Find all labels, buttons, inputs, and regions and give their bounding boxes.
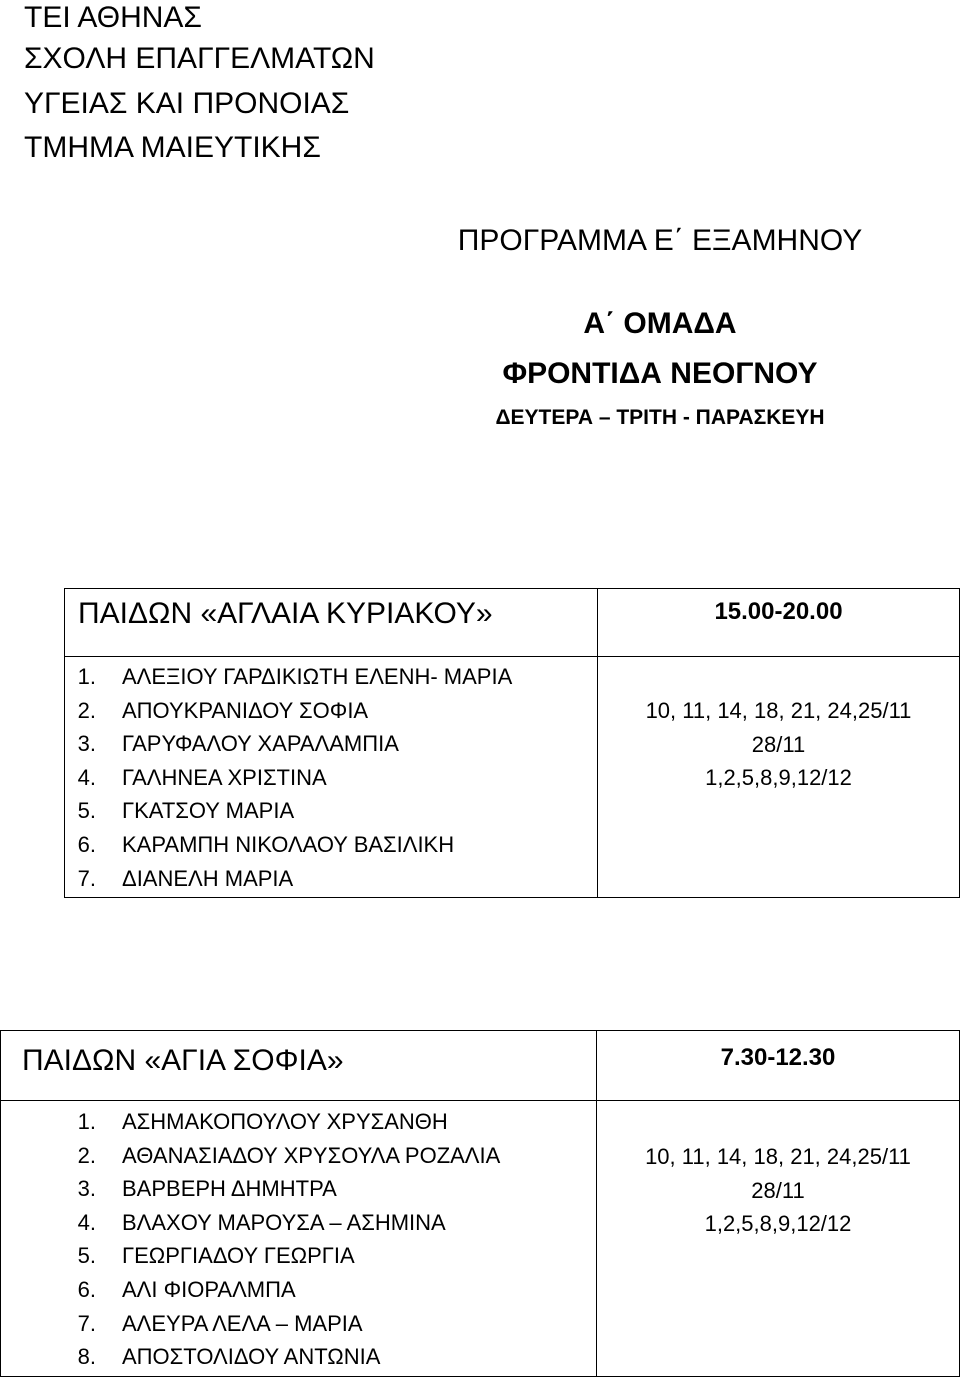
header-line-1: ΤΕΙ ΑΘΗΝΑΣ (24, 1, 202, 34)
dates-line: 10, 11, 14, 18, 21, 24,25/11 (645, 698, 912, 723)
table-1-left-border (64, 588, 65, 898)
group-title: Α΄ ΟΜΑΔΑ (583, 307, 737, 340)
list-item: 7. ΔΙΑΝΕΛΗ ΜΑΡΙΑ (77, 865, 294, 891)
list-item: 6. ΑΛΙ ΦΙΟΡΑΛΜΠΑ (77, 1276, 296, 1302)
list-item: 2. ΑΠΟΥΚΡΑΝΙΔΟΥ ΣΟΦΙΑ (77, 697, 369, 723)
days-title: ΔΕΥΤΕΡΑ – ΤΡΙΤΗ - ΠΑΡΑΣΚΕΥΗ (495, 406, 825, 429)
table-1-top-border (64, 588, 960, 589)
table-2-left-border (0, 1030, 1, 1377)
hospital-name: ΠΑΙΔΩΝ «ΑΓΛΑΙΑ ΚΥΡΙΑΚΟΥ» (78, 597, 493, 630)
program-title: ΠΡΟΓΡΑΜΜΑ Ε΄ ΕΞΑΜΗΝΟΥ (457, 224, 863, 257)
table-1-bottom-border (64, 897, 960, 898)
table-2-top-border (0, 1030, 960, 1031)
table-1-mid-border (64, 656, 960, 657)
header-line-4: ΤΜΗΜΑ ΜΑΙΕΥΤΙΚΗΣ (24, 131, 321, 164)
list-item: 3. ΓΑΡΥΦΑΛΟΥ ΧΑΡΑΛΑΜΠΙΑ (77, 731, 399, 757)
list-item: 5. ΓΕΩΡΓΙΑΔΟΥ ΓΕΩΡΓΙΑ (77, 1243, 355, 1269)
subject-title: ΦΡΟΝΤΙΔΑ ΝΕΟΓΝΟΥ (502, 357, 818, 390)
list-item: 8. ΑΠΟΣΤΟΛΙΔΟΥ ΑΝΤΩΝΙΑ (77, 1344, 381, 1370)
list-item: 6. ΚΑΡΑΜΠΗ ΝΙΚΟΛΑΟΥ ΒΑΣΙΛΙΚΗ (77, 831, 455, 857)
dates-line: 28/11 (751, 1177, 805, 1203)
dates-list (598, 694, 959, 795)
dates-line: 1,2,5,8,9,12/12 (704, 1211, 852, 1237)
shift-time: 7.30-12.30 (720, 1044, 836, 1071)
list-item: 1. ΑΛΕΞΙΟΥ ΓΑΡΔΙΚΙΩΤΗ ΕΛΕΝΗ- ΜΑΡΙΑ (77, 664, 513, 689)
list-item: 1. ΑΣΗΜΑΚΟΠΟΥΛΟΥ ΧΡΥΣΑΝΘΗ (77, 1109, 448, 1134)
list-item: 4. ΓΑΛΗΝΕΑ ΧΡΙΣΤΙΝΑ (77, 764, 327, 790)
shift-time: 15.00-20.00 (714, 598, 843, 625)
header-line-3: ΥΓΕΙΑΣ ΚΑΙ ΠΡΟΝΟΙΑΣ (24, 87, 350, 120)
hospital-name: ΠΑΙΔΩΝ «ΑΓΙΑ ΣΟΦΙΑ» (22, 1044, 344, 1077)
table-2-mid-border (0, 1100, 960, 1101)
dates-line: 28/11 (751, 731, 806, 757)
list-item: 7. ΑΛΕΥΡΑ ΛΕΛΑ – ΜΑΡΙΑ (77, 1310, 363, 1336)
list-item: 5. ΓΚΑΤΣΟΥ ΜΑΡΙΑ (77, 798, 295, 824)
table-2-bottom-border (0, 1376, 960, 1377)
list-item: 2. ΑΘΑΝΑΣΙΑΔΟΥ ΧΡΥΣΟΥΛΑ ΡΟΖΑΛΙΑ (77, 1142, 501, 1168)
student-list (66, 1105, 596, 1374)
header-line-2: ΣΧΟΛΗ ΕΠΑΓΓΕΛΜΑΤΩΝ (24, 42, 375, 75)
dates-line: 1,2,5,8,9,12/12 (705, 765, 852, 791)
student-list (66, 660, 596, 895)
dates-list (597, 1140, 959, 1241)
list-item: 3. ΒΑΡΒΕΡΗ ΔΗΜΗΤΡΑ (77, 1176, 337, 1202)
list-item: 4. ΒΛΑΧΟΥ ΜΑΡΟΥΣΑ – ΑΣΗΜΙΝΑ (77, 1209, 446, 1235)
dates-line: 10, 11, 14, 18, 21, 24,25/11 (645, 1144, 911, 1169)
